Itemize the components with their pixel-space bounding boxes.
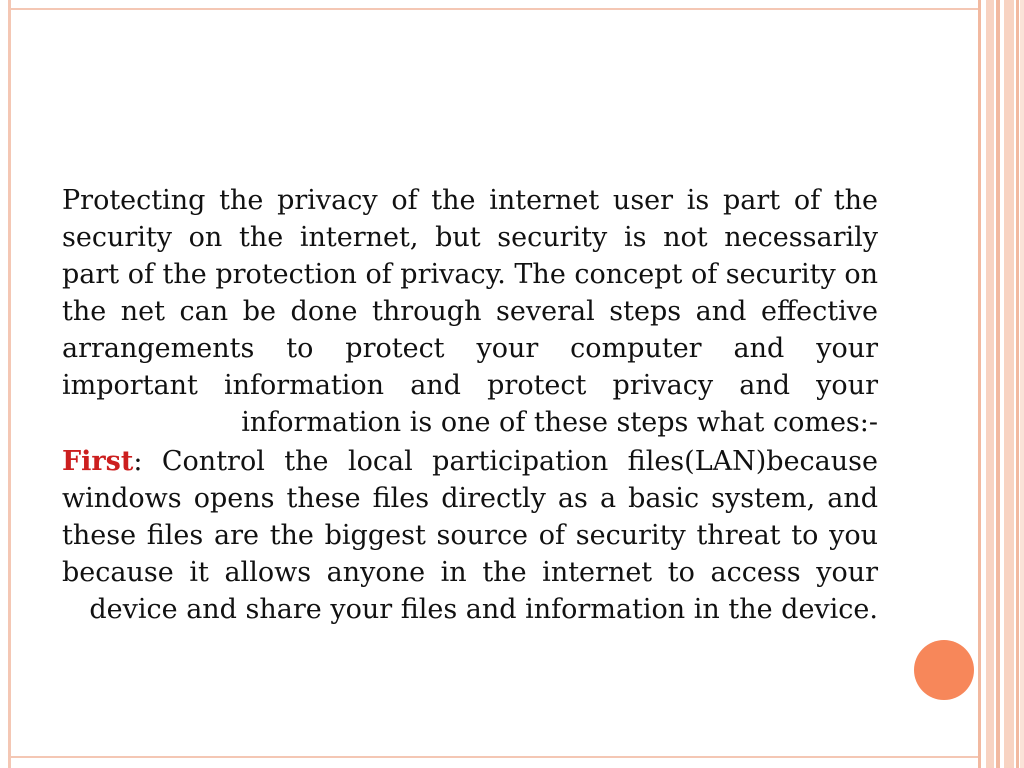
decorative-stripe	[986, 0, 994, 768]
frame-top-border	[8, 8, 980, 10]
decorative-stripe	[996, 0, 1000, 768]
frame-bottom-border	[8, 756, 980, 758]
paragraph-privacy-security: Protecting the privacy of the internet user is part of the security on the internet, but security is not necessarily part of the protection of privacy. The concept of security on the net can be done through several steps and effective arrangements to protect your computer and your important information and protect privacy and your information is one of these steps what comes:-	[62, 185, 879, 438]
accent-circle-icon	[914, 640, 974, 700]
decorative-stripe	[1020, 0, 1024, 768]
decorative-stripe	[1016, 0, 1019, 768]
decorative-stripe	[1004, 0, 1014, 768]
decorative-stripe	[978, 0, 981, 768]
first-step-text: : Control the local participation files(LAN)because windows opens these files directly as a basic system, and these files are the biggest source of security threat to you because it allows anyone in the internet to access your device and share your files and information in the device.	[62, 446, 878, 625]
paragraph-first-step	[62, 443, 878, 628]
frame-left-border	[8, 0, 11, 768]
slide-body-text	[62, 182, 878, 628]
first-label: First	[62, 446, 134, 477]
